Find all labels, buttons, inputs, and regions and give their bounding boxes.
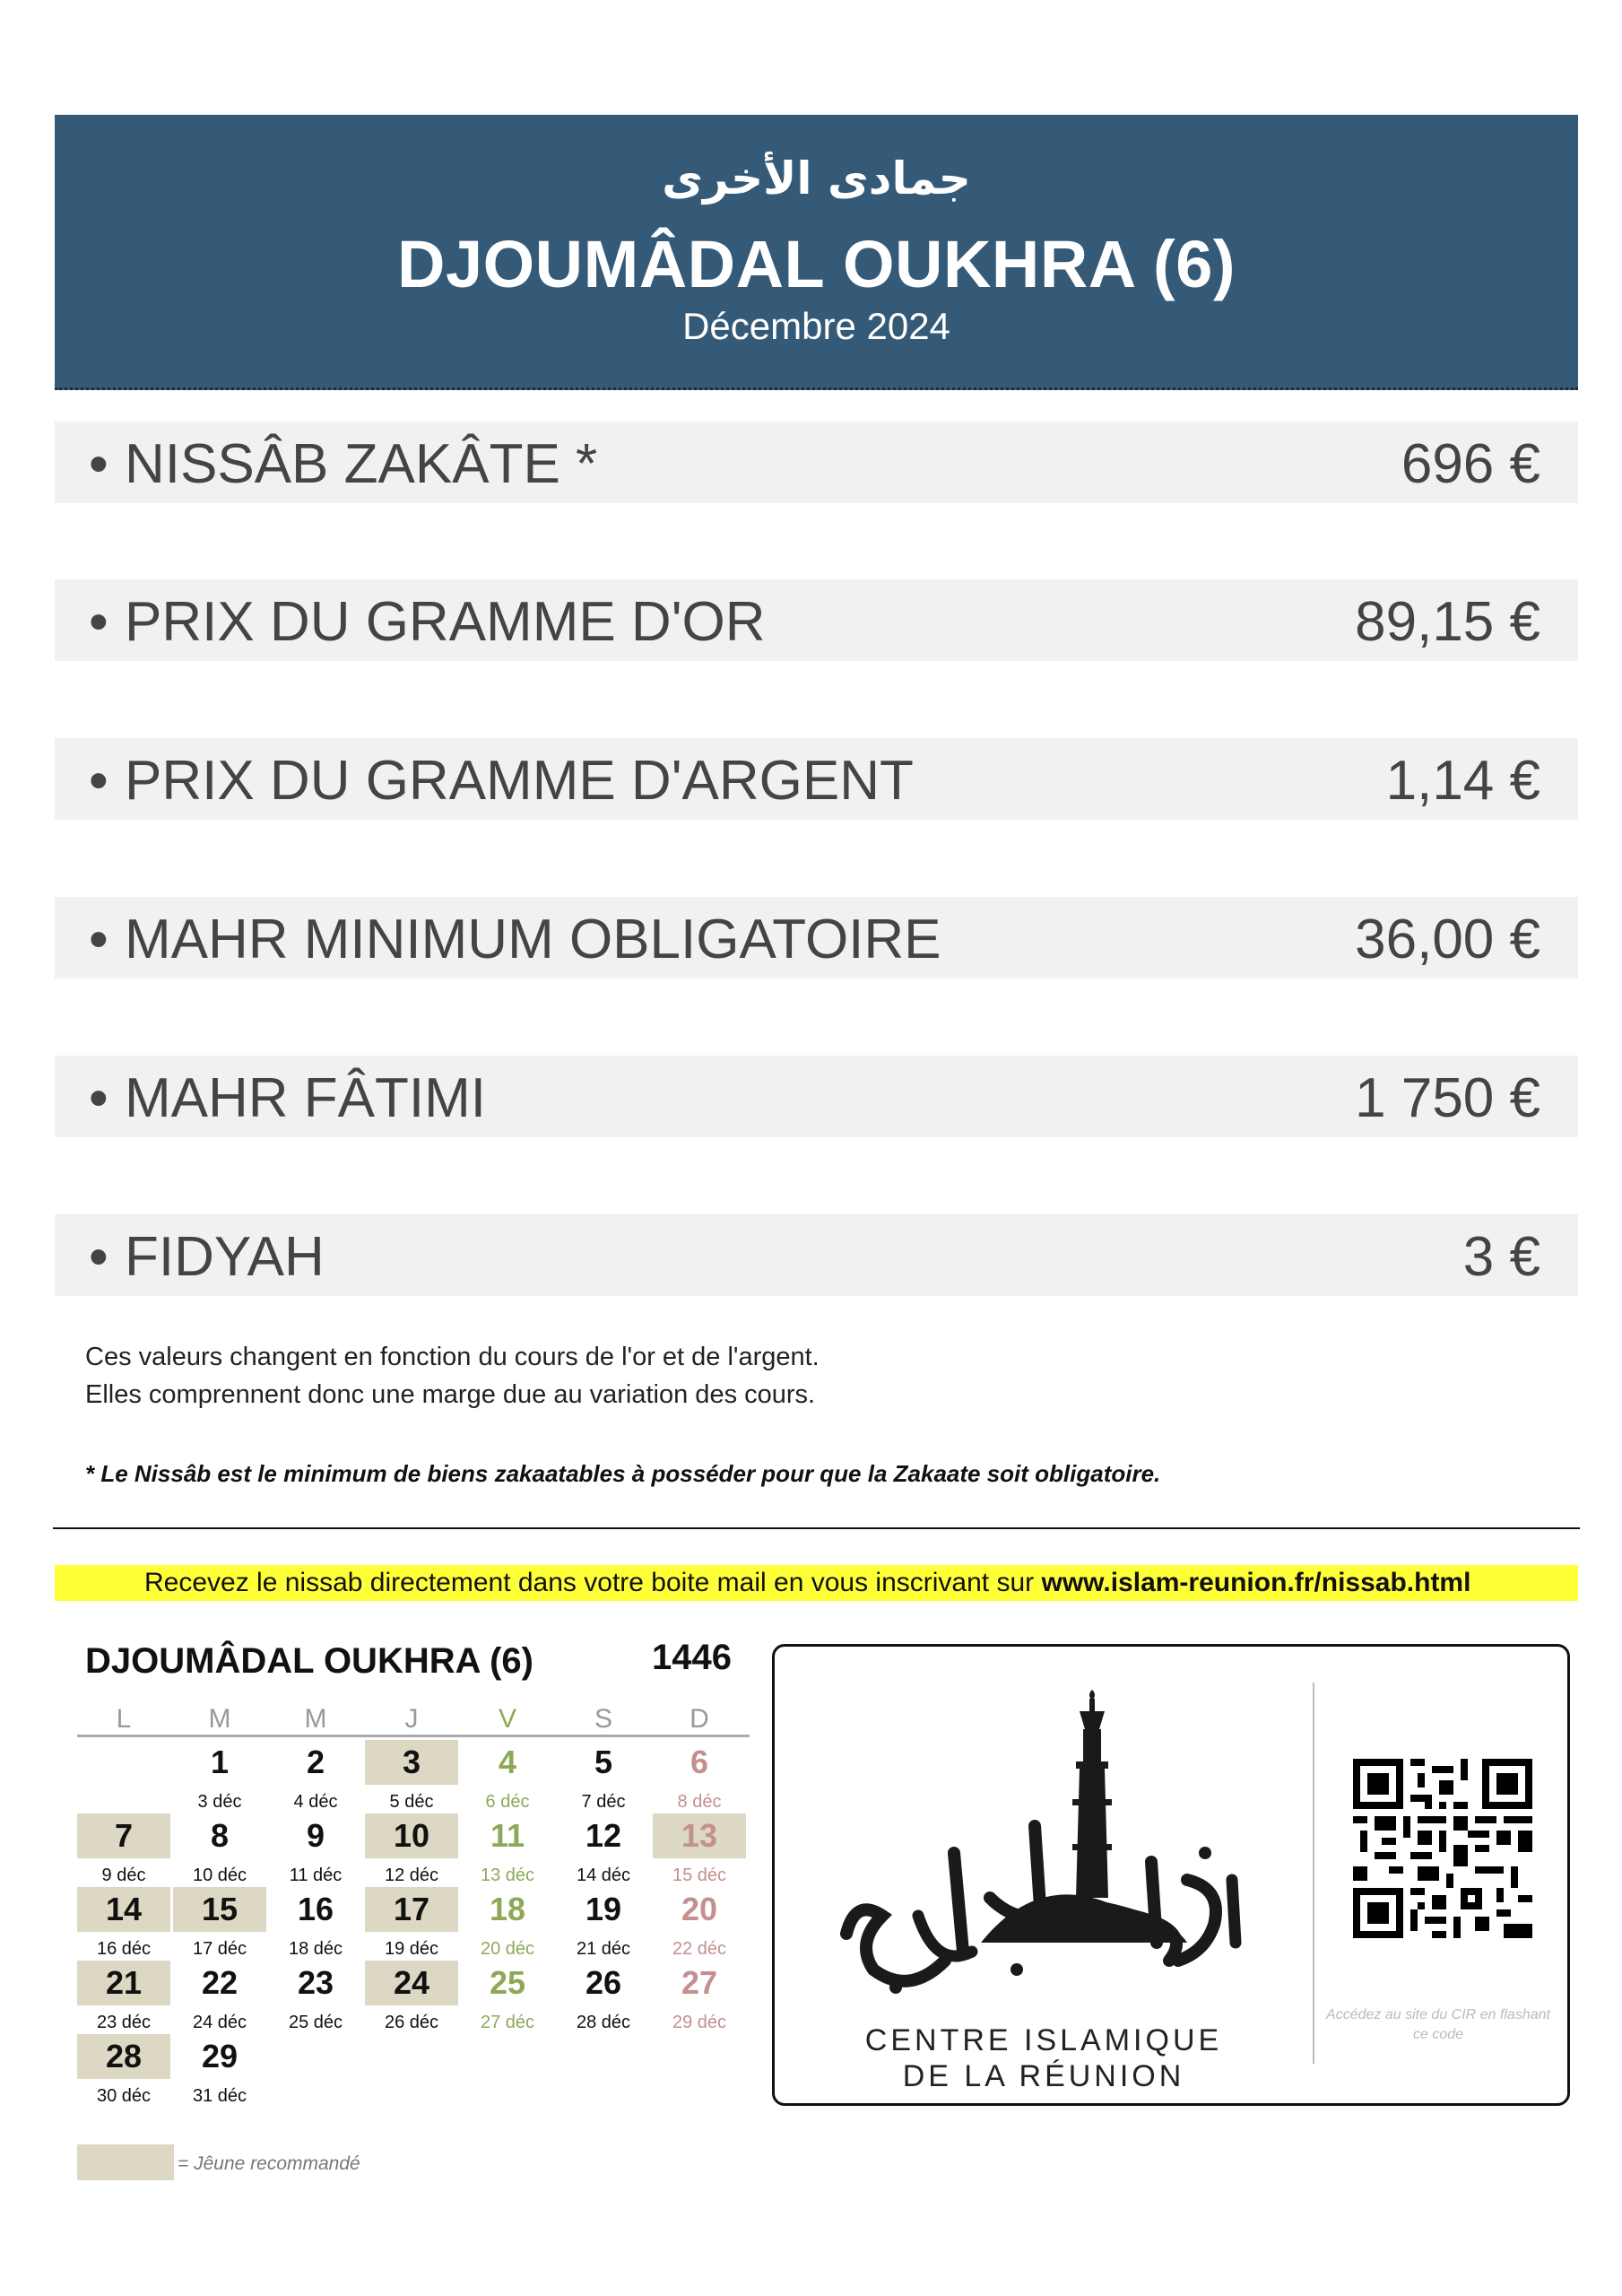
gregorian-date: 6 déc <box>485 1792 530 1812</box>
weekday-label: J <box>404 1704 419 1734</box>
calendar-year: 1446 <box>652 1638 732 1677</box>
gregorian-date: 20 déc <box>480 1939 535 1959</box>
calendar-day: 29 <box>201 2038 239 2074</box>
banner-message: Recevez le nissab directement dans votre boite mail en vous inscrivant sur <box>144 1568 1042 1597</box>
card-divider <box>1313 1683 1314 2064</box>
gregorian-date: 28 déc <box>576 2013 631 2032</box>
row-label: MAHR MINIMUM OBLIGATOIRE <box>125 909 941 970</box>
gregorian-date: 15 déc <box>672 1866 727 1885</box>
divider <box>53 1527 1580 1529</box>
newsletter-banner <box>55 1565 1578 1601</box>
weekday-label: M <box>208 1704 231 1734</box>
row-label: PRIX DU GRAMME D'ARGENT <box>125 750 914 812</box>
gregorian-date: 19 déc <box>384 1939 439 1959</box>
organization-name-line1: CENTRE ISLAMIQUE <box>864 2023 1223 2057</box>
calendar-day: 28 <box>105 2038 143 2074</box>
arabic-month-title: جمادى الأخرى <box>662 152 971 204</box>
row-label: FIDYAH <box>125 1226 325 1288</box>
gregorian-date: 29 déc <box>672 2013 727 2032</box>
gregorian-date: 25 déc <box>288 2013 343 2032</box>
organization-card <box>772 1644 1570 2106</box>
calendar-title: DJOUMÂDAL OUKHRA (6) <box>85 1641 533 1681</box>
gregorian-date: 27 déc <box>480 2013 535 2032</box>
gregorian-date: 16 déc <box>96 1939 152 1959</box>
gregorian-date: 30 déc <box>96 2086 152 2106</box>
gregorian-date: 7 déc <box>581 1792 626 1812</box>
weekday-label: D <box>690 1704 709 1734</box>
weekday-label: S <box>594 1704 612 1734</box>
banner-link[interactable]: www.islam-reunion.fr/nissab.html <box>1041 1568 1471 1597</box>
gregorian-date: 10 déc <box>192 1866 247 1885</box>
gregorian-date: 12 déc <box>384 1866 439 1885</box>
weekday-label: M <box>304 1704 327 1734</box>
calendar-day: 12 <box>585 1817 622 1854</box>
calendar-day: 27 <box>681 1964 718 2001</box>
gregorian-date: 11 déc <box>289 1866 343 1885</box>
legend-swatch <box>77 2144 174 2180</box>
row-value: 1 750 € <box>1355 1067 1540 1129</box>
calendar-day: 17 <box>393 1891 430 1927</box>
row-value: 89,15 € <box>1355 591 1540 653</box>
gregorian-date: 4 déc <box>293 1792 338 1812</box>
note-line-1: Ces valeurs changent en fonction du cours de l'or et de l'argent. <box>85 1343 820 1371</box>
gregorian-date: 9 déc <box>101 1866 146 1885</box>
bullet-icon: • <box>89 591 108 653</box>
calendar-day: 6 <box>690 1744 709 1780</box>
value-row-nissab <box>55 422 1578 503</box>
month-subtitle: Décembre 2024 <box>682 305 950 347</box>
gregorian-date: 24 déc <box>192 2013 247 2032</box>
organization-name-line2: DE LA RÉUNION <box>902 2059 1185 2093</box>
qr-code-icon[interactable] <box>1353 1759 1532 1938</box>
bullet-icon: • <box>89 1226 108 1288</box>
calendar-day: 2 <box>306 1744 325 1780</box>
gregorian-date: 31 déc <box>192 2086 247 2106</box>
calendar-day: 18 <box>489 1891 526 1927</box>
banner-text <box>144 1568 1470 1598</box>
gregorian-date: 18 déc <box>288 1939 343 1959</box>
calendar-day: 22 <box>201 1964 239 2001</box>
calendar-day: 26 <box>585 1964 622 2001</box>
row-value: 36,00 € <box>1355 909 1540 970</box>
calendar-day: 20 <box>681 1891 718 1927</box>
gregorian-date: 17 déc <box>192 1939 247 1959</box>
bullet-icon: • <box>89 909 108 970</box>
gregorian-date: 3 déc <box>197 1792 242 1812</box>
month-header <box>55 115 1578 390</box>
footnote: * Le Nissâb est le minimum de biens zakaatables à posséder pour que la Zakaate soit obligatoire. <box>85 1460 1161 1487</box>
gregorian-date: 21 déc <box>576 1939 631 1959</box>
month-title: DJOUMÂDAL OUKHRA (6) <box>397 227 1236 301</box>
weekday-underline <box>77 1735 750 1737</box>
weekday-label: V <box>498 1704 516 1734</box>
row-label: MAHR FÂTIMI <box>125 1067 486 1129</box>
gregorian-date: 8 déc <box>677 1792 722 1812</box>
bullet-icon: • <box>89 433 108 495</box>
calendar-day: 19 <box>585 1891 622 1927</box>
bullet-icon: • <box>89 750 108 812</box>
value-row-silver <box>55 738 1578 820</box>
calendar-day: 15 <box>201 1891 239 1927</box>
calendar-day: 5 <box>594 1744 613 1780</box>
calendar-day: 25 <box>489 1964 526 2001</box>
calendar-day: 16 <box>297 1891 334 1927</box>
weekday-label: L <box>116 1704 132 1734</box>
calendar-day: 23 <box>297 1964 334 2001</box>
gregorian-date: 13 déc <box>480 1866 535 1885</box>
gregorian-date: 23 déc <box>96 2013 152 2032</box>
row-label: PRIX DU GRAMME D'OR <box>125 591 766 653</box>
row-value: 696 € <box>1401 433 1540 495</box>
calendar-day: 13 <box>681 1817 718 1854</box>
mosque-logo-icon <box>811 1674 1286 2023</box>
calendar-day: 10 <box>393 1817 430 1854</box>
gregorian-date: 5 déc <box>389 1792 434 1812</box>
row-value: 1,14 € <box>1385 750 1540 812</box>
calendar-day: 7 <box>114 1817 134 1854</box>
row-label: NISSÂB ZAKÂTE * <box>125 433 598 495</box>
calendar-day: 24 <box>393 1964 430 2001</box>
calendar-day: 11 <box>490 1817 525 1854</box>
gregorian-date: 14 déc <box>576 1866 631 1885</box>
note-line-2: Elles comprennent donc une marge due au variation des cours. <box>85 1380 816 1409</box>
gregorian-date: 26 déc <box>384 2013 439 2032</box>
value-row-gold <box>55 579 1578 661</box>
qr-note: Accédez au site du CIR en flashant ce code <box>1326 2007 1550 2042</box>
calendar-day: 9 <box>306 1817 325 1854</box>
calendar-day: 8 <box>210 1817 230 1854</box>
calendar-day: 4 <box>498 1744 517 1780</box>
calendar-day: 1 <box>210 1744 230 1780</box>
calendar-day: 21 <box>105 1964 143 2001</box>
value-row-mahr-minimum <box>55 897 1578 978</box>
bullet-icon: • <box>89 1067 108 1129</box>
value-row-mahr-fatimi <box>55 1056 1578 1137</box>
calendar-day: 3 <box>402 1744 421 1780</box>
legend-text: = Jêune recommandé <box>178 2153 360 2174</box>
gregorian-date: 22 déc <box>672 1939 727 1959</box>
value-row-fidyah <box>55 1214 1578 1296</box>
calendar-day: 14 <box>105 1891 143 1927</box>
row-value: 3 € <box>1462 1226 1540 1288</box>
